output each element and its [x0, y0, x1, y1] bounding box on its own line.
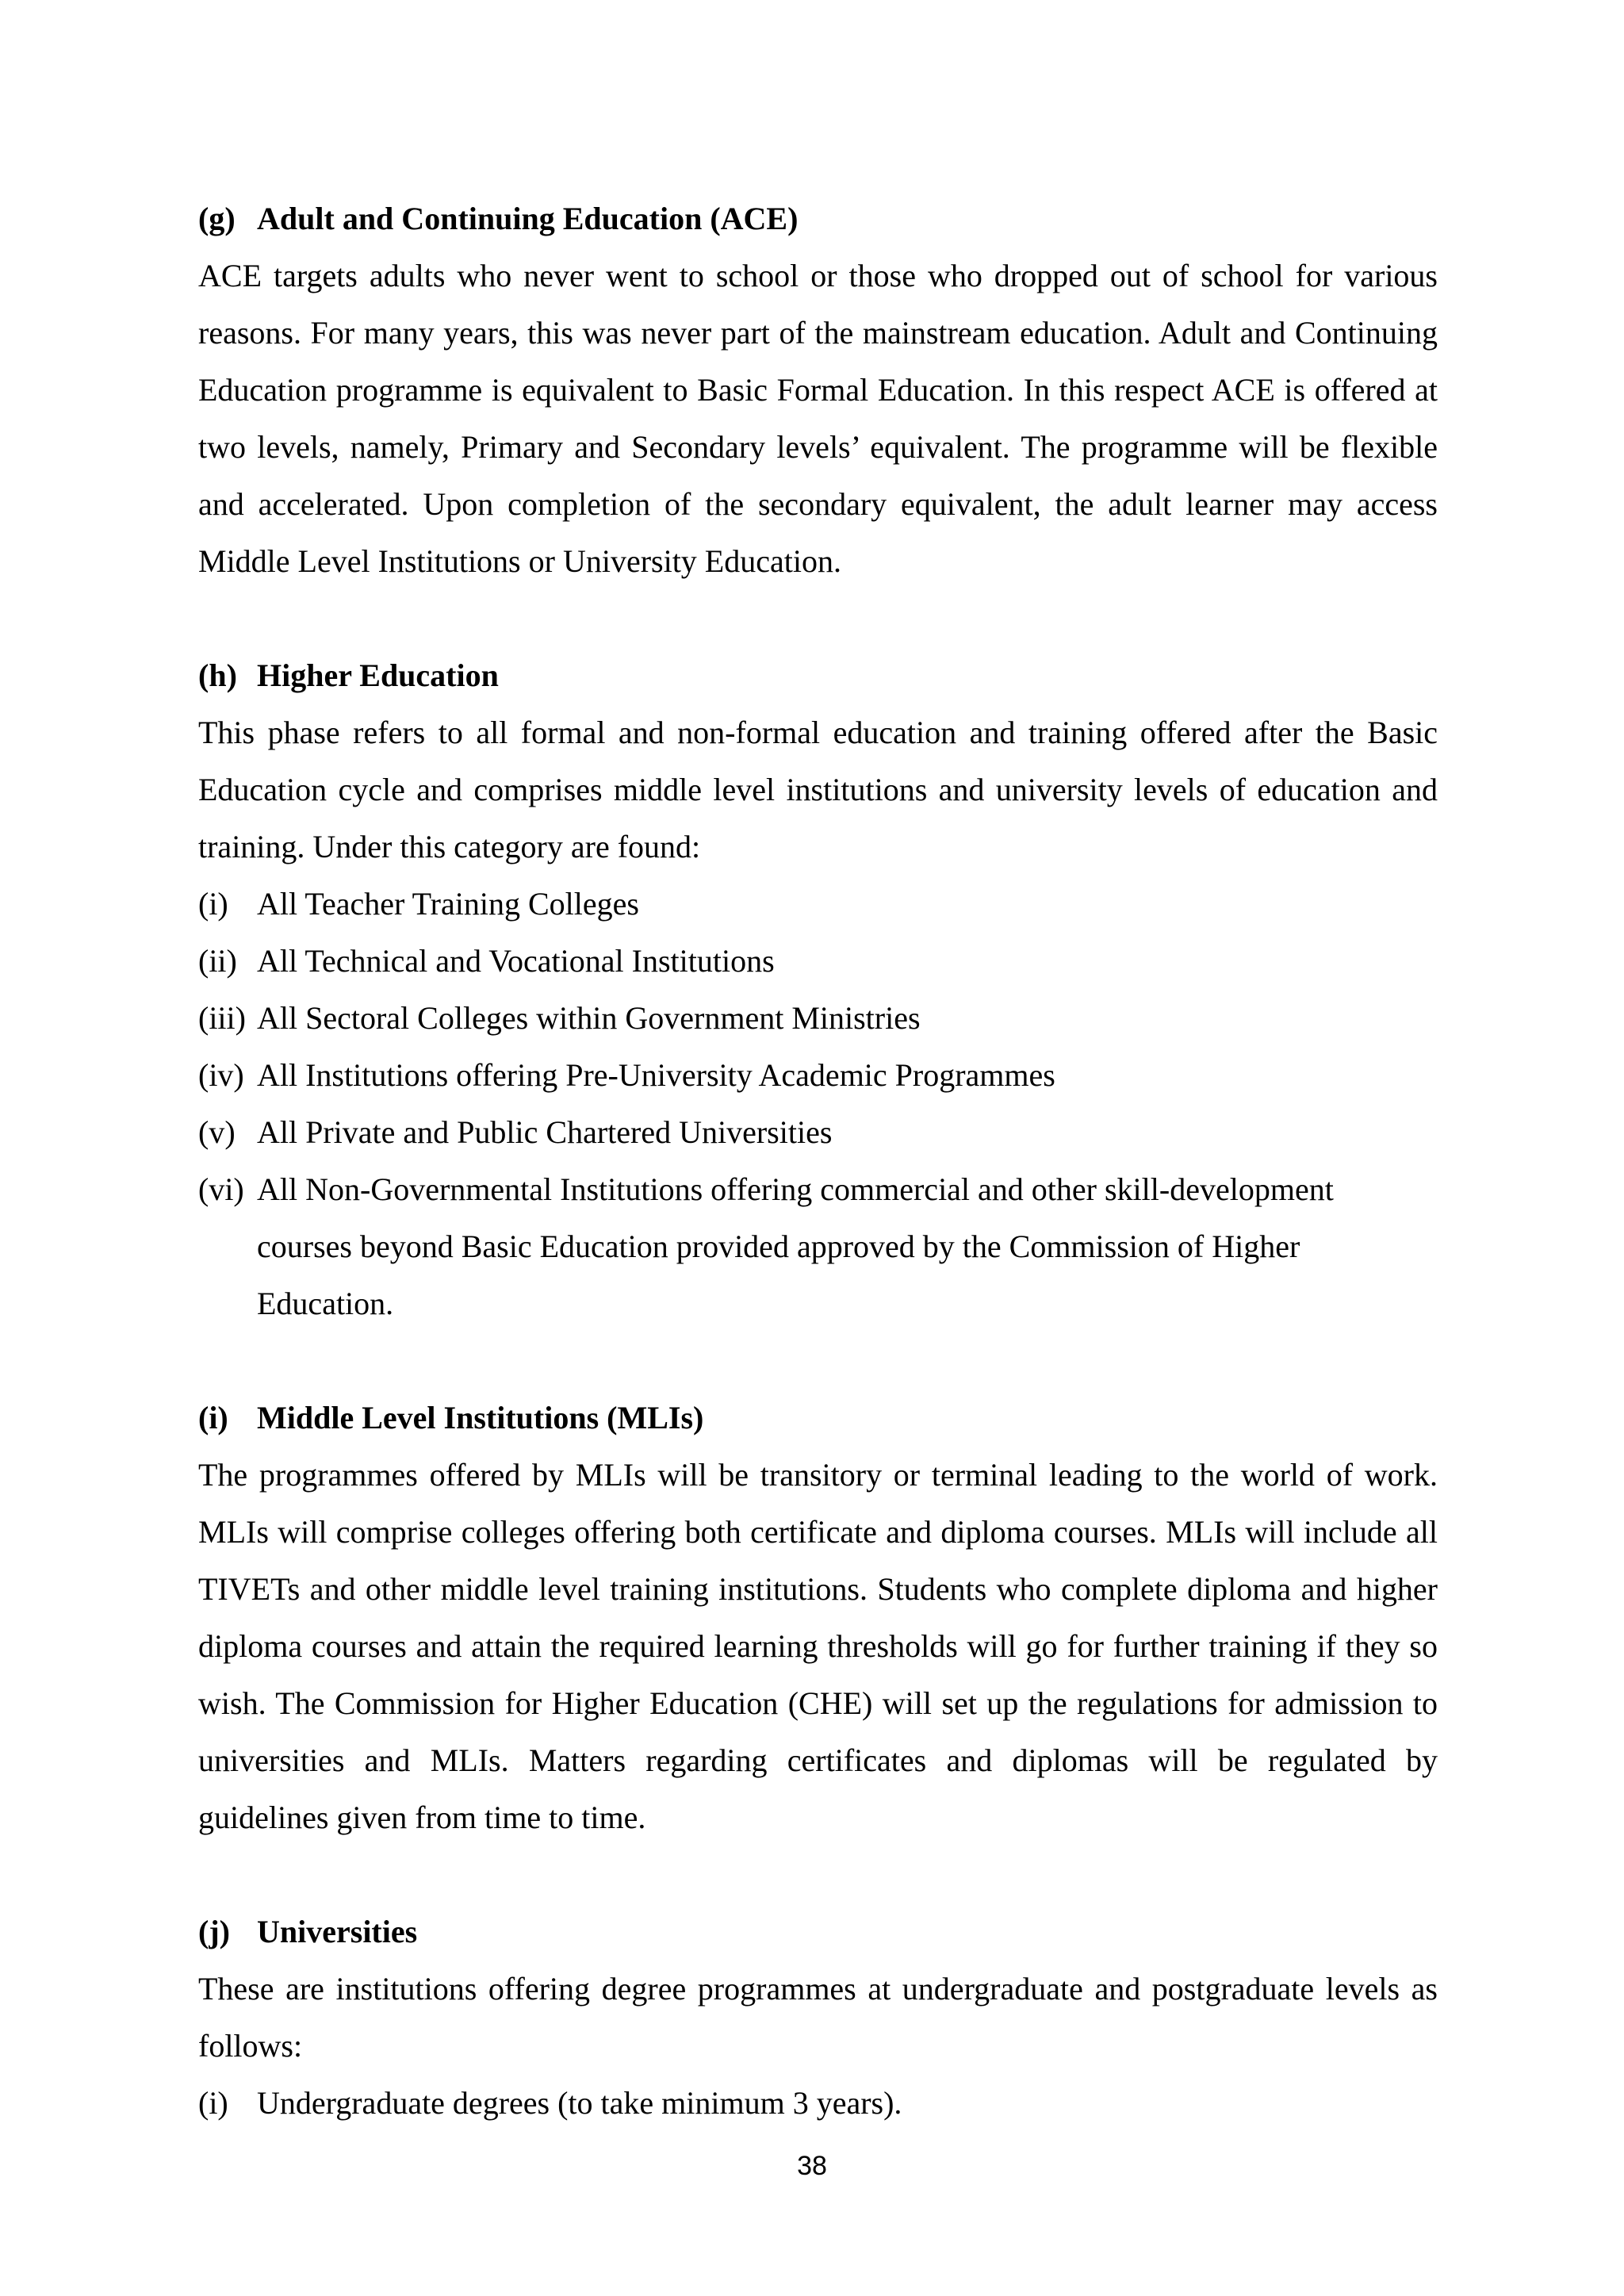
- list-item-text: All Private and Public Chartered Universities: [257, 1114, 833, 1150]
- list-item: [198, 1104, 1438, 1161]
- list-item: [198, 876, 1438, 933]
- list-item-number: (iv): [198, 1057, 244, 1093]
- higher-education-list: [198, 876, 1438, 1332]
- list-item: [198, 1047, 1438, 1104]
- list-item-number: (ii): [198, 943, 237, 979]
- section-heading-mlis: [198, 1389, 1438, 1447]
- list-item: [198, 1161, 1438, 1332]
- section-title: Adult and Continuing Education (ACE): [257, 201, 799, 236]
- list-item-text: All Sectoral Colleges within Government Ministries: [257, 1000, 921, 1036]
- section-title: Universities: [257, 1914, 418, 1949]
- section-paragraph: The programmes offered by MLIs will be transitory or terminal leading to the world of work. MLIs will comprise colleges offering both certificate and diploma courses. MLIs will include all TIVETs and other middle level training institutions. Students who complete diploma and higher diploma courses and attain the required learning thresholds will go for further training if they so wish. The Commission for Higher Education (CHE) will set up the regulations for admission to universities and MLIs. Matters regarding certificates and diplomas will be regulated by guidelines given from time to time.: [198, 1457, 1438, 1835]
- page-number: 38: [797, 2151, 827, 2181]
- section-universities: [198, 1903, 1438, 2132]
- section-title: Middle Level Institutions (MLIs): [257, 1400, 704, 1435]
- universities-list: [198, 2075, 1438, 2132]
- list-item-text: Undergraduate degrees (to take minimum 3 years).: [257, 2085, 902, 2121]
- section-heading-ace: [198, 190, 1438, 247]
- list-item-text-continuation: courses beyond Basic Education provided approved by the Commission of Higher Education.: [257, 1228, 1300, 1321]
- list-item-number: (v): [198, 1114, 236, 1150]
- list-item-text: All Teacher Training Colleges: [257, 886, 639, 922]
- list-item-number: (i): [198, 886, 228, 922]
- section-marker: (i): [198, 1400, 228, 1435]
- section-ace: [198, 190, 1438, 590]
- section-paragraph: ACE targets adults who never went to school or those who dropped out of school for various reasons. For many years, this was never part of the mainstream education. Adult and Continuing Education programme is equivalent to Basic Formal Education. In this respect ACE is offered at two levels, namely, Primary and Secondary levels’ equivalent. The programme will be flexible and accelerated. Upon completion of the secondary equivalent, the adult learner may access Middle Level Institutions or University Education.: [198, 258, 1438, 579]
- section-paragraph: This phase refers to all formal and non-formal education and training offered after the Basic Education cycle and comprises middle level institutions and university levels of education and training. Under this category are found:: [198, 715, 1438, 864]
- list-item-number: (vi): [198, 1171, 244, 1207]
- list-item: [198, 2075, 1438, 2132]
- page-content: [198, 190, 1438, 2132]
- section-higher-education: [198, 647, 1438, 1332]
- list-item-text: All Technical and Vocational Institutions: [257, 943, 775, 979]
- list-item-number: (i): [198, 2085, 228, 2121]
- section-marker: (j): [198, 1914, 230, 1949]
- list-item-number: (iii): [198, 1000, 246, 1036]
- section-marker: (h): [198, 657, 237, 693]
- list-item-text-wrapper: [257, 1161, 1438, 1332]
- section-paragraph: These are institutions offering degree programmes at undergraduate and postgraduate levels as follows:: [198, 1971, 1438, 2064]
- section-title: Higher Education: [257, 657, 499, 693]
- section-heading-universities: [198, 1903, 1438, 1961]
- list-item: [198, 933, 1438, 990]
- list-item: [198, 990, 1438, 1047]
- section-mlis: [198, 1389, 1438, 1846]
- section-marker: (g): [198, 201, 236, 236]
- section-heading-higher-education: [198, 647, 1438, 704]
- list-item-text: All Non-Governmental Institutions offering commercial and other skill-development: [257, 1171, 1334, 1207]
- list-item-text: All Institutions offering Pre-University Academic Programmes: [257, 1057, 1055, 1093]
